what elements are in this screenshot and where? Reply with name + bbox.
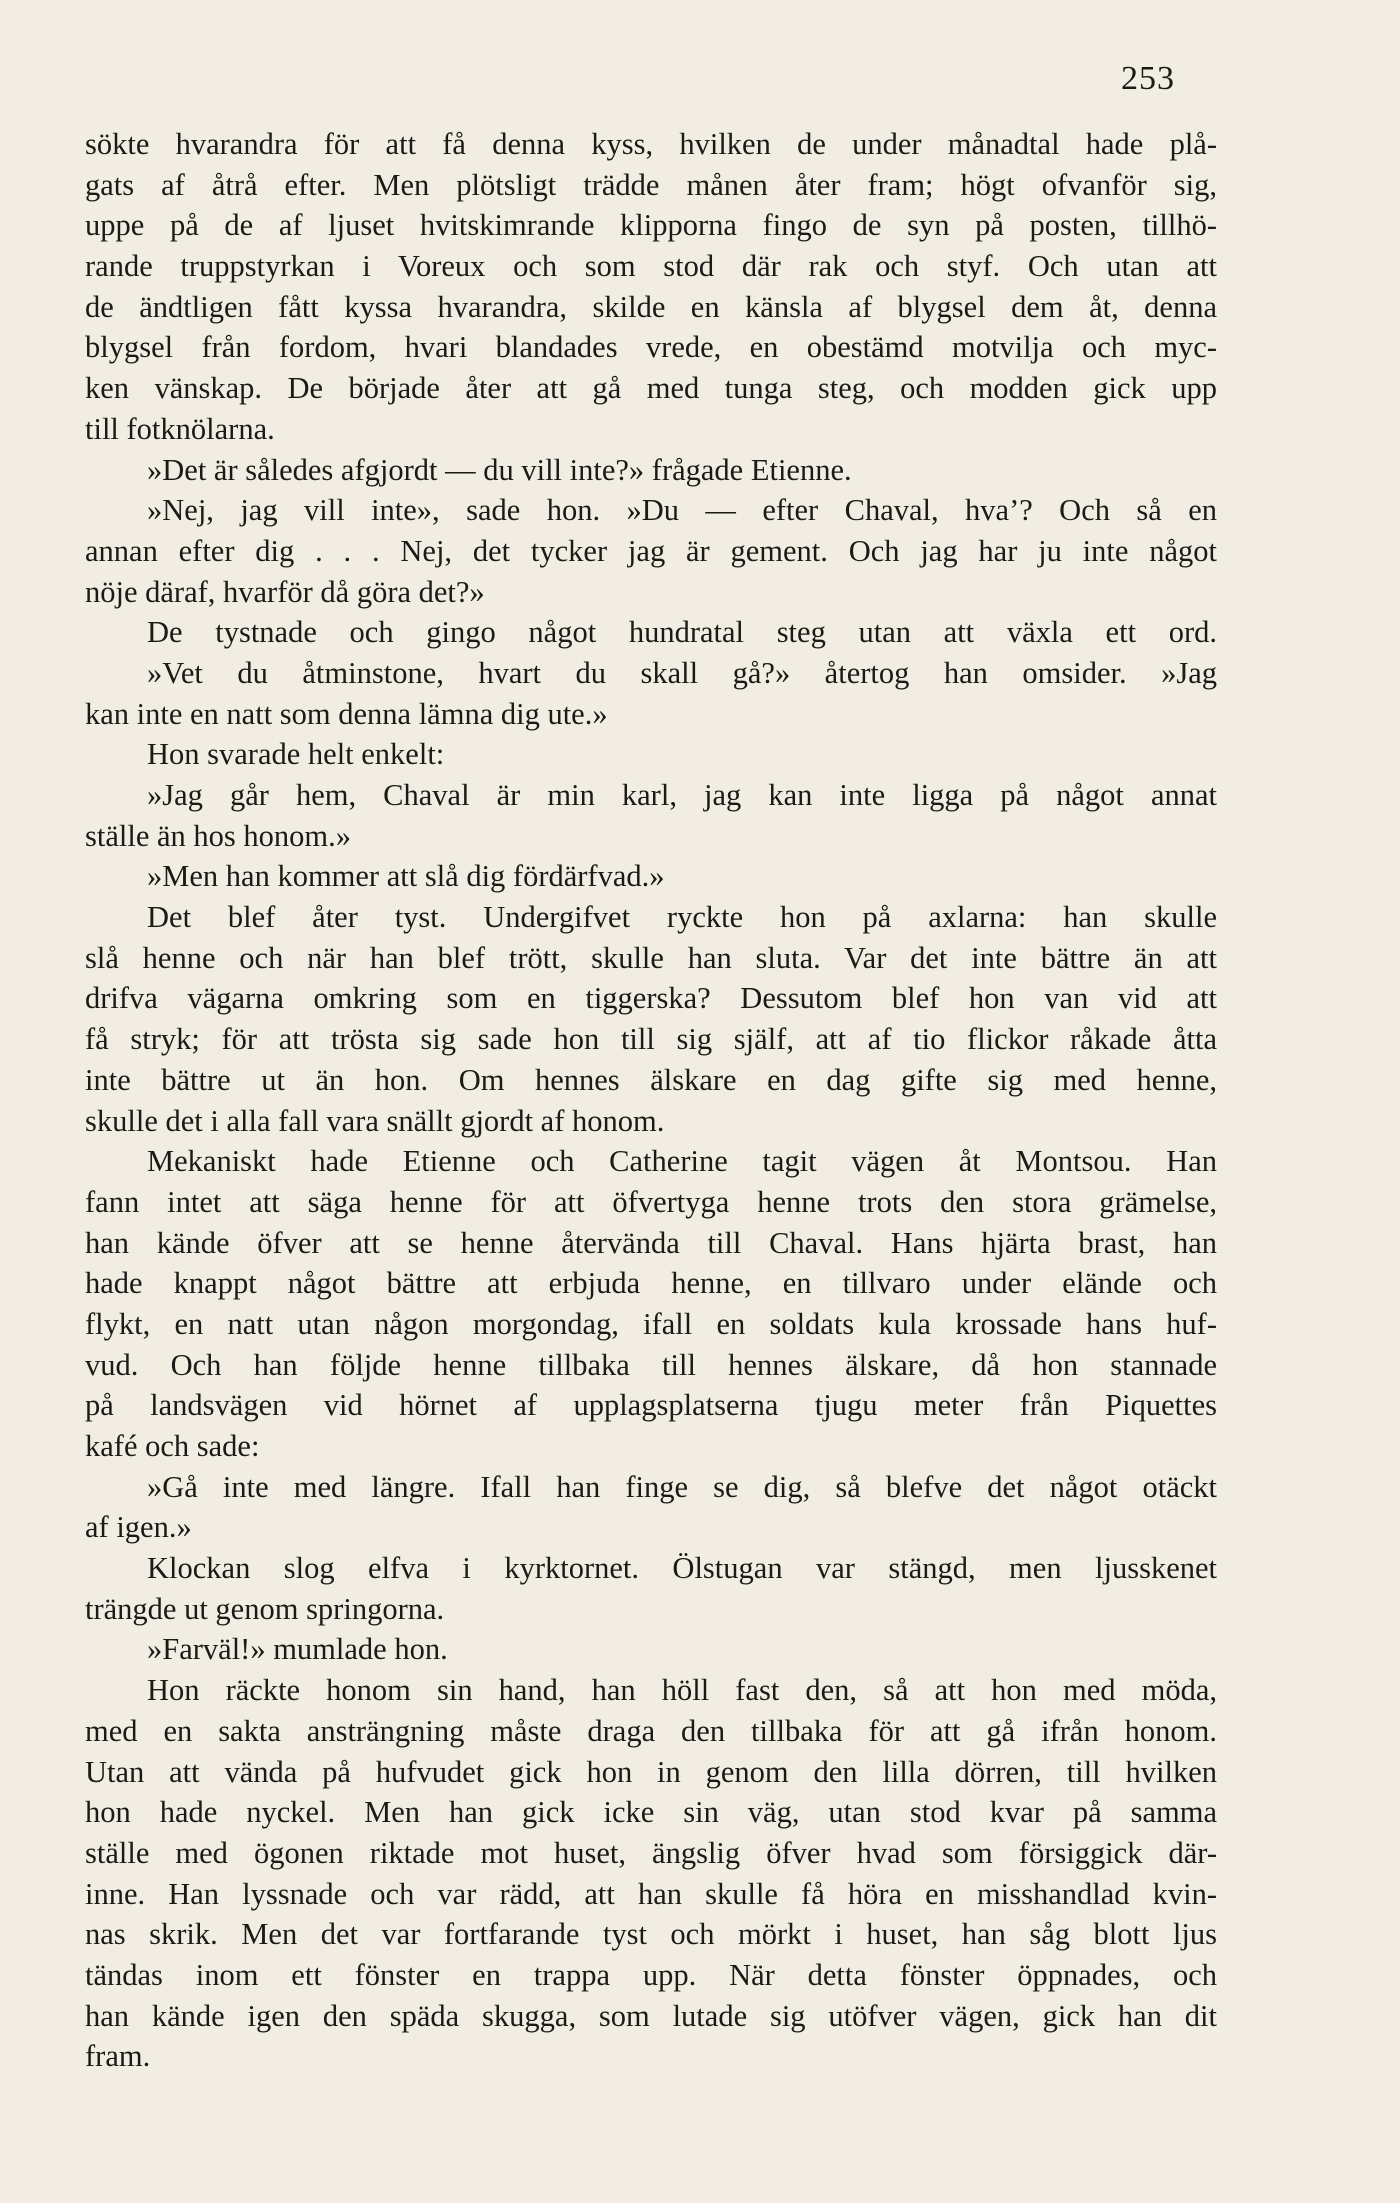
text-line: »Farväl!» mumlade hon. xyxy=(147,1632,448,1667)
text-line: Hon svarade helt enkelt: xyxy=(147,737,445,772)
page-number: 253 xyxy=(1121,60,1175,97)
text-line: på landsvägen vid hörnet af upplagsplatserna tjugu meter från Piquettes xyxy=(85,1388,1217,1423)
text-line: trängde ut genom springorna. xyxy=(85,1591,445,1626)
text-line: slå henne och när han blef trött, skulle han sluta. Var det inte bättre än att xyxy=(85,940,1217,975)
text-line: tändas inom ett fönster en trappa upp. När detta fönster öppnades, och xyxy=(85,1957,1217,1992)
text-line: hon hade nyckel. Men han gick icke sin väg, utan stod kvar på samma xyxy=(85,1795,1217,1830)
text-line: »Nej, jag vill inte», sade hon. »Du — efter Chaval, hva’? Och så en xyxy=(147,493,1217,528)
text-line: »Jag går hem, Chaval är min karl, jag kan inte ligga på något annat xyxy=(147,778,1217,812)
text-line: ken vänskap. De började åter att gå med tunga steg, och modden gick upp xyxy=(85,371,1217,406)
text-line: nas skrik. Men det var fortfarande tyst och mörkt i huset, han såg blott ljus xyxy=(85,1917,1217,1952)
text-line: nöje däraf, hvarför då göra det?» xyxy=(85,574,485,609)
text-line: få stryk; för att trösta sig sade hon till sig själf, att af tio flickor råkade åtta xyxy=(85,1022,1217,1057)
text-line: drifva vägarna omkring som en tiggerska? Dessutom blef hon van vid att xyxy=(85,981,1217,1016)
text-line: ställe än hos honom.» xyxy=(85,818,351,853)
text-line: kan inte en natt som denna lämna dig ute.» xyxy=(85,696,608,731)
text-line: Hon räckte honom sin hand, han höll fast den, så att hon med möda, xyxy=(147,1673,1217,1708)
text-line: de ändtligen fått kyssa hvarandra, skilde en känsla af blygsel dem åt, denna xyxy=(85,289,1217,324)
text-line: af igen.» xyxy=(85,1510,192,1545)
text-line: fann intet att säga henne för att öfvertyga henne trots den stora grämelse, xyxy=(85,1184,1217,1219)
text-line: »Det är således afgjordt — du vill inte?» frågade Etienne. xyxy=(147,452,852,487)
text-line: inne. Han lyssnade och var rädd, att han skulle få höra en misshandlad kvin- xyxy=(85,1876,1217,1911)
text-line: han kände öfver att se henne återvända till Chaval. Hans hjärta brast, han xyxy=(85,1225,1217,1260)
text-line: till fotknölarna. xyxy=(85,411,275,446)
text-line: flykt, en natt utan någon morgondag, ifall en soldats kula krossade hans huf- xyxy=(85,1306,1217,1341)
text-line: sökte hvarandra för att få denna kyss, hvilken de under månadtal hade plå- xyxy=(85,127,1217,161)
text-line: Mekaniskt hade Etienne och Catherine tagit vägen åt Montsou. Han xyxy=(147,1144,1217,1179)
text-line: vud. Och han följde henne tillbaka till hennes älskare, då hon stannade xyxy=(85,1347,1217,1382)
text-line: Det blef åter tyst. Undergifvet ryckte hon på axlarna: han skulle xyxy=(147,900,1217,935)
text-line: annan efter dig . . . Nej, det tycker jag är gement. Och jag har ju inte något xyxy=(85,533,1217,568)
text-line: »Gå inte med längre. Ifall han finge se dig, så blefve det något otäckt xyxy=(147,1469,1217,1504)
text-line: »Vet du åtminstone, hvart du skall gå?» återtog han omsider. »Jag xyxy=(147,655,1217,690)
text-line: han kände igen den späda skugga, som lutade sig utöfver vägen, gick han dit xyxy=(85,1998,1217,2033)
text-line: rande truppstyrkan i Voreux och som stod där rak och styf. Och utan att xyxy=(85,249,1217,284)
text-line: blygsel från fordom, hvari blandades vrede, en obestämd motvilja och myc- xyxy=(85,330,1217,365)
text-line: Klockan slog elfva i kyrktornet. Ölstugan var stängd, men ljusskenet xyxy=(147,1551,1217,1586)
text-line: kafé och sade: xyxy=(85,1429,260,1463)
body-text xyxy=(85,124,1217,2077)
text-line: med en sakta ansträngning måste draga den tillbaka för att gå ifrån honom. xyxy=(85,1713,1217,1748)
text-line: »Men han kommer att slå dig fördärfvad.» xyxy=(147,859,665,894)
text-line: Utan att vända på hufvudet gick hon in genom den lilla dörren, till hvilken xyxy=(85,1754,1217,1789)
text-line: uppe på de af ljuset hvitskimrande klipporna fingo de syn på posten, tillhö- xyxy=(85,208,1217,243)
text-line: gats af åtrå efter. Men plötsligt trädde månen åter fram; högt ofvanför sig, xyxy=(85,167,1217,202)
text-line: inte bättre ut än hon. Om hennes älskare en dag gifte sig med henne, xyxy=(85,1062,1217,1097)
text-line: De tystnade och gingo något hundratal steg utan att växla ett ord. xyxy=(147,615,1217,650)
text-line: hade knappt något bättre att erbjuda henne, en tillvaro under elände och xyxy=(85,1266,1217,1301)
text-line: ställe med ögonen riktade mot huset, ängslig öfver hvad som försiggick där- xyxy=(85,1835,1217,1870)
text-line: fram. xyxy=(85,2039,151,2074)
text-line: skulle det i alla fall vara snällt gjordt af honom. xyxy=(85,1103,665,1138)
